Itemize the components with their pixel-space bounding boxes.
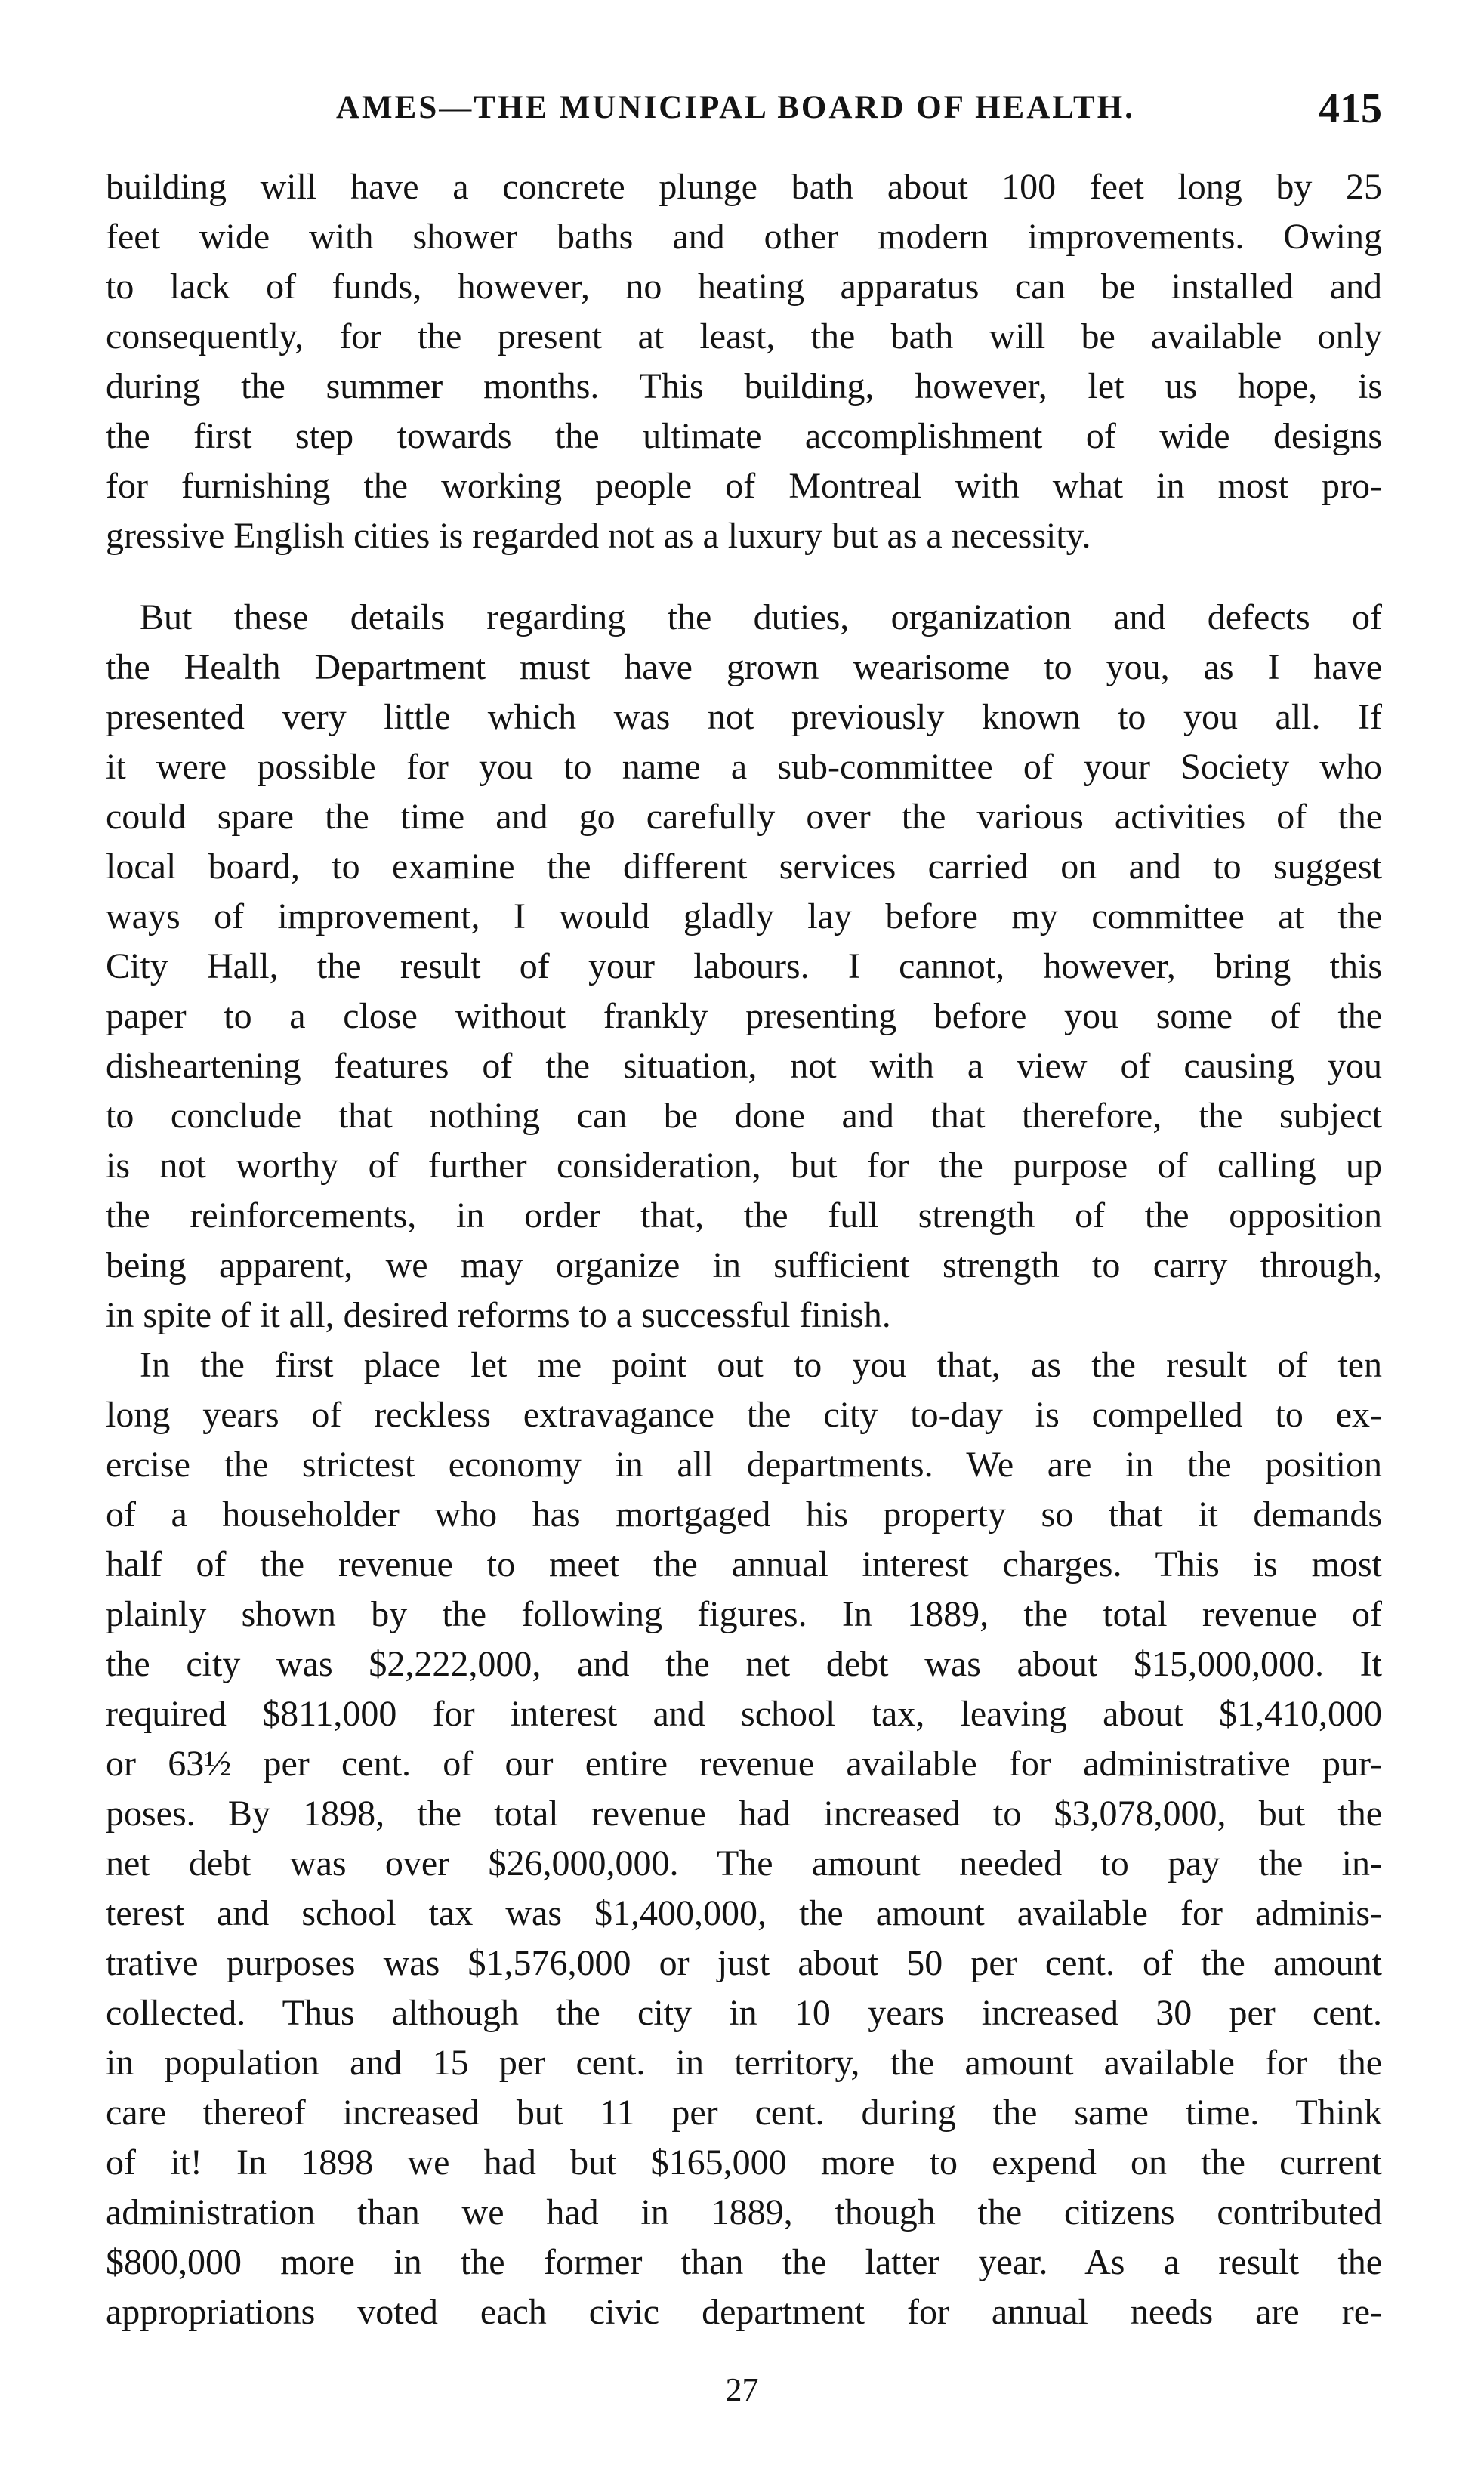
body-text bbox=[106, 162, 1382, 2337]
text-line: during the summer months. This building, however, let us hope, is bbox=[106, 366, 1382, 406]
page-number: 415 bbox=[1319, 85, 1382, 132]
text-line: terest and school tax was $1,400,000, the amount available for adminis- bbox=[106, 1893, 1382, 1933]
text-line: disheartening features of the situation, not with a view of causing you bbox=[106, 1046, 1382, 1086]
text-line: the city was $2,222,000, and the net debt was about $15,000,000. It bbox=[106, 1644, 1382, 1684]
text-line: presented very little which was not previously known to you all. If bbox=[106, 697, 1382, 737]
text-line: administration than we had in 1889, though the citizens contributed bbox=[106, 2192, 1382, 2232]
paragraph-spacer bbox=[106, 561, 1382, 593]
text-line: is not worthy of further consideration, but for the purpose of calling up bbox=[106, 1146, 1382, 1186]
text-line: poses. By 1898, the total revenue had increased to $3,078,000, but the bbox=[106, 1794, 1382, 1834]
text-line: care thereof increased but 11 per cent. during the same time. Think bbox=[106, 2093, 1382, 2133]
running-head bbox=[106, 85, 1382, 145]
text-line: trative purposes was $1,576,000 or just about 50 per cent. of the amount bbox=[106, 1943, 1382, 1983]
text-line: to lack of funds, however, no heating apparatus can be installed and bbox=[106, 267, 1382, 307]
text-line: $800,000 more in the former than the latter year. As a result the bbox=[106, 2242, 1382, 2282]
text-line: But these details regarding the duties, organization and defects of bbox=[140, 597, 1382, 637]
text-line: building will have a concrete plunge bath about 100 feet long by 25 bbox=[106, 167, 1382, 207]
text-line: to conclude that nothing can be done and that therefore, the subject bbox=[106, 1096, 1382, 1136]
text-line: net debt was over $26,000,000. The amount needed to pay the in- bbox=[106, 1843, 1382, 1883]
text-line: plainly shown by the following figures. In 1889, the total revenue of bbox=[106, 1594, 1382, 1634]
text-line: of it! In 1898 we had but $165,000 more to expend on the current bbox=[106, 2142, 1382, 2182]
text-line: of a householder who has mortgaged his property so that it demands bbox=[106, 1495, 1382, 1535]
text-line: City Hall, the result of your labours. I cannot, however, bring this bbox=[106, 946, 1382, 986]
paragraph-2 bbox=[106, 593, 1382, 1340]
text-line: could spare the time and go carefully over the various activities of the bbox=[106, 797, 1382, 837]
text-line: for furnishing the working people of Montreal with what in most pro- bbox=[106, 466, 1382, 506]
text-line: the reinforcements, in order that, the full strength of the opposition bbox=[106, 1195, 1382, 1235]
running-title: AMES—THE MUNICIPAL BOARD OF HEALTH. bbox=[336, 90, 1135, 125]
text-line: long years of reckless extravagance the city to-day is compelled to ex- bbox=[106, 1395, 1382, 1435]
text-line: being apparent, we may organize in sufficient strength to carry through, bbox=[106, 1245, 1382, 1285]
text-line: in spite of it all, desired reforms to a successful finish. bbox=[106, 1295, 891, 1335]
text-line: in population and 15 per cent. in territory, the amount available for the bbox=[106, 2043, 1382, 2083]
paragraph-1 bbox=[106, 162, 1382, 561]
text-line: half of the revenue to meet the annual interest charges. This is most bbox=[106, 1544, 1382, 1584]
text-line: the Health Department must have grown wearisome to you, as I have bbox=[106, 647, 1382, 687]
text-line: local board, to examine the different services carried on and to suggest bbox=[106, 847, 1382, 887]
text-line: gressive English cities is regarded not as a luxury but as a necessity. bbox=[106, 516, 1091, 556]
text-line: In the first place let me point out to you that, as the result of ten bbox=[140, 1345, 1382, 1385]
text-line: it were possible for you to name a sub-committee of your Society who bbox=[106, 747, 1382, 787]
text-line: or 63½ per cent. of our entire revenue available for administrative pur- bbox=[106, 1744, 1382, 1784]
text-line: paper to a close without frankly presenting before you some of the bbox=[106, 996, 1382, 1036]
text-line: ways of improvement, I would gladly lay before my committee at the bbox=[106, 896, 1382, 936]
text-line: consequently, for the present at least, the bath will be available only bbox=[106, 316, 1382, 356]
text-line: collected. Thus although the city in 10 years increased 30 per cent. bbox=[106, 1993, 1382, 2033]
text-line: ercise the strictest economy in all departments. We are in the position bbox=[106, 1445, 1382, 1485]
text-line: feet wide with shower baths and other modern improvements. Owing bbox=[106, 217, 1382, 257]
signature-mark: 27 bbox=[725, 2371, 759, 2408]
text-line: the first step towards the ultimate accomplishment of wide designs bbox=[106, 416, 1382, 456]
paragraph-3 bbox=[106, 1340, 1382, 2337]
text-line: required $811,000 for interest and school tax, leaving about $1,410,000 bbox=[106, 1694, 1382, 1734]
text-line: appropriations voted each civic department for annual needs are re- bbox=[106, 2292, 1382, 2332]
